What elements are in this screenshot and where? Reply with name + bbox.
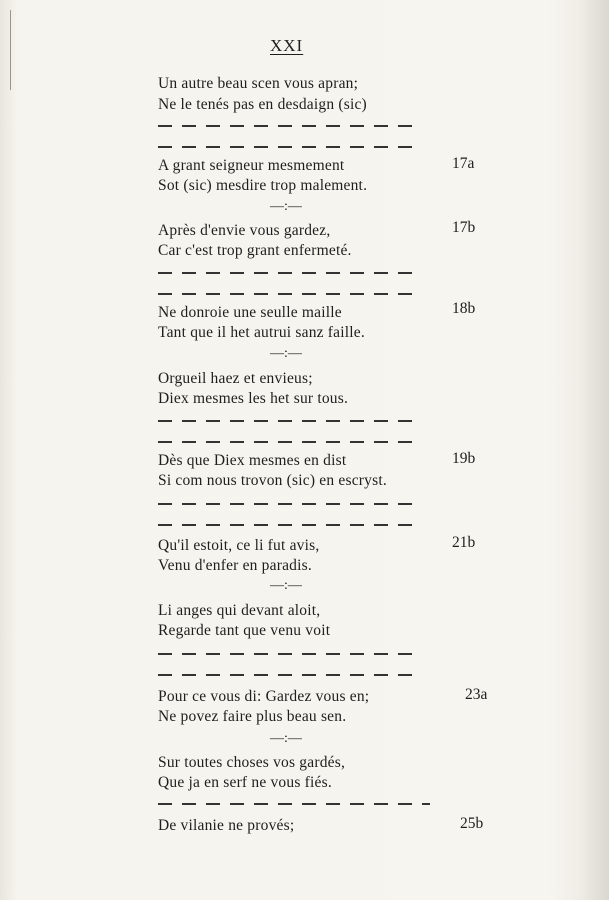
folio-reference: 21b — [452, 534, 476, 551]
omission-dashes — [158, 503, 420, 505]
margin-rule — [10, 10, 11, 90]
page-edge-shadow — [549, 0, 609, 900]
verse-line: Ne povez faire plus beau sen. — [158, 708, 347, 725]
verse-line: Li anges qui devant aloit, — [158, 602, 321, 619]
page-number: XXI — [270, 36, 304, 55]
verse-line: Ne le tenés pas en desdaign (sic) — [158, 96, 367, 113]
verse-line: Sot (sic) mesdire trop malement. — [158, 177, 368, 194]
omission-dashes — [158, 524, 420, 526]
verse-line: A grant seigneur mesmement — [158, 157, 345, 174]
section-separator: —:— — [270, 578, 302, 593]
omission-dashes — [158, 272, 420, 274]
folio-reference: 17a — [452, 155, 475, 172]
omission-dashes — [158, 146, 420, 148]
verse-line: Tant que il het autrui sanz faille. — [158, 324, 365, 341]
omission-dashes — [158, 674, 420, 676]
omission-dashes — [158, 125, 420, 127]
verse-line: Qu'il estoit, ce li fut avis, — [158, 537, 320, 554]
section-separator: —:— — [270, 199, 302, 214]
omission-dashes — [158, 803, 430, 805]
verse-line: Orgueil haez et envieus; — [158, 370, 313, 387]
verse-line: De vilanie ne provés; — [158, 817, 295, 834]
folio-reference: 23a — [465, 686, 488, 703]
verse-line: Dès que Diex mesmes en dist — [158, 452, 347, 469]
omission-dashes — [158, 441, 420, 443]
verse-line: Pour ce vous di: Gardez vous en; — [158, 688, 370, 705]
verse-line: Que ja en serf ne vous fiés. — [158, 774, 332, 791]
verse-line: Sur toutes choses vos gardés, — [158, 754, 346, 771]
folio-reference: 18b — [452, 300, 476, 317]
omission-dashes — [158, 293, 420, 295]
folio-reference: 17b — [452, 219, 476, 236]
section-separator: —:— — [270, 731, 302, 746]
folio-reference: 19b — [452, 450, 476, 467]
verse-line: Diex mesmes les het sur tous. — [158, 390, 349, 407]
verse-line: Regarde tant que venu voit — [158, 622, 331, 639]
verse-line: Un autre beau scen vous apran; — [158, 75, 359, 92]
verse-line: Ne donroie une seulle maille — [158, 304, 342, 321]
folio-reference: 25b — [460, 815, 484, 832]
verse-line: Venu d'enfer en paradis. — [158, 557, 312, 574]
omission-dashes — [158, 653, 420, 655]
verse-line: Après d'envie vous gardez, — [158, 222, 331, 239]
verse-line: Car c'est trop grant enfermeté. — [158, 242, 352, 259]
omission-dashes — [158, 420, 420, 422]
verse-line: Si com nous trovon (sic) en escryst. — [158, 472, 387, 489]
section-separator: —:— — [270, 346, 302, 361]
